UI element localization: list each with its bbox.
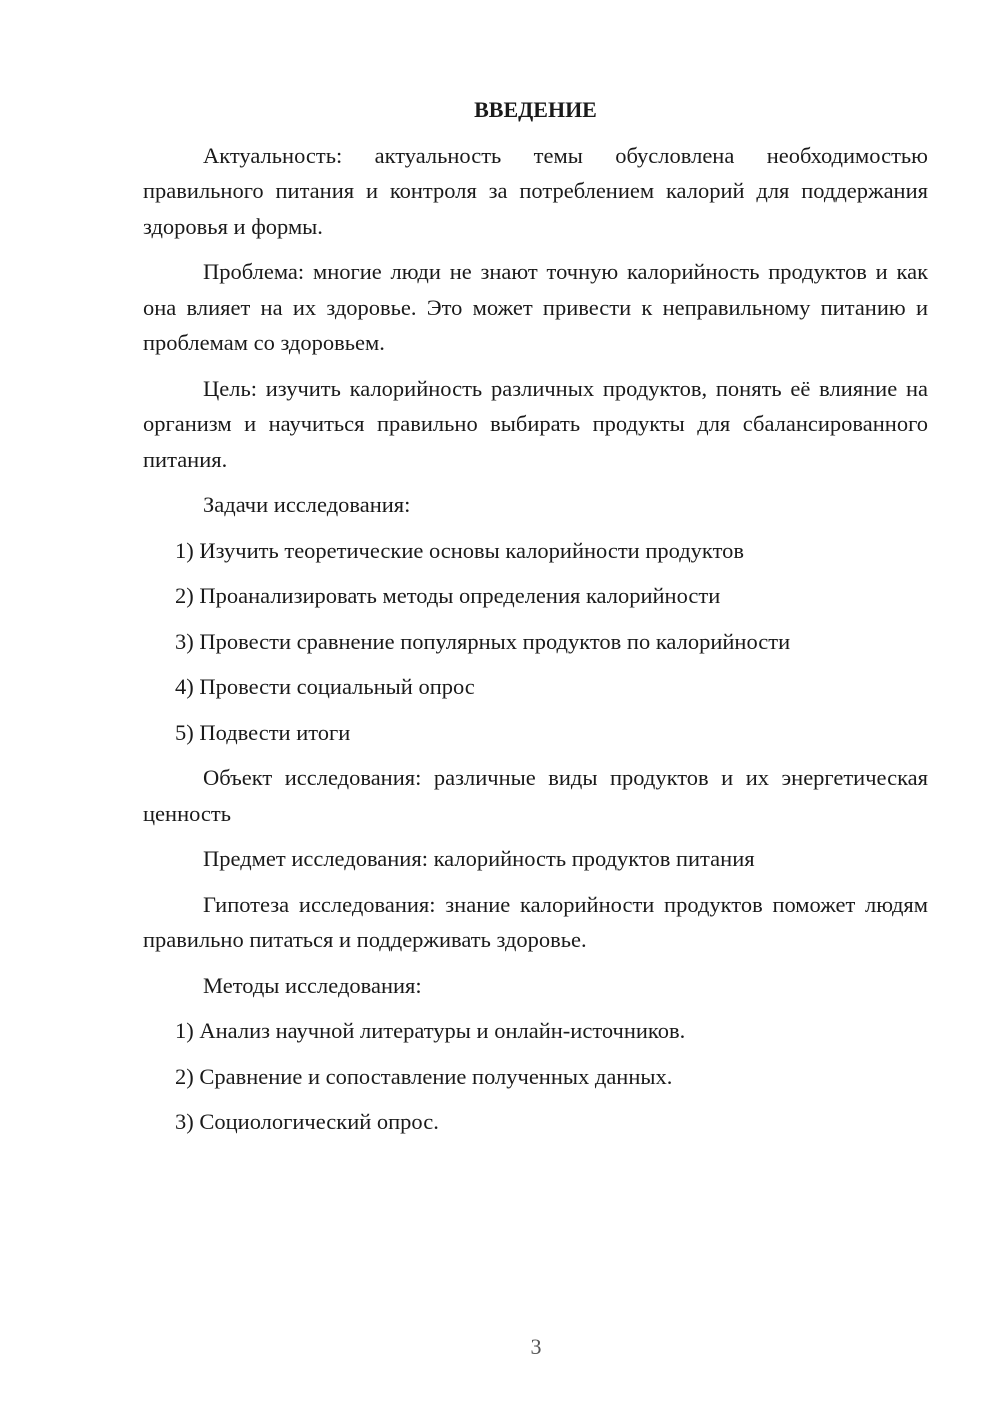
relevance-paragraph: Актуальность: актуальность темы обусловлена необходимостью правильного питания и контроля за потреблением калорий для поддержания здоровья и формы. [143,142,928,239]
hypothesis-paragraph: Гипотеза исследования: знание калорийности продуктов поможет людям правильно питаться и поддерживать здоровье. [143,891,928,952]
page-number: 3 [530,1334,542,1359]
page-title: ВВЕДЕНИЕ [474,97,597,122]
list-item: 1) Анализ научной литературы и онлайн-источников. [175,1018,686,1043]
list-item: 3) Социологический опрос. [175,1109,439,1134]
list-item: 3) Провести сравнение популярных продуктов по калорийности [175,628,791,654]
methods-list [143,1013,928,1140]
list-item: 2) Сравнение и сопоставление полученных данных. [175,1063,673,1089]
document-page [143,92,928,1150]
object-paragraph: Объект исследования: различные виды продуктов и их энергетическая ценность [143,765,928,826]
goal-paragraph: Цель: изучить калорийность различных продуктов, понять её влияние на организм и научиться правильно выбирать продукты для сбалансированного питания. [143,375,928,472]
list-item: 1) Изучить теоретические основы калорийности продуктов [175,537,744,563]
list-item: 4) Провести социальный опрос [175,674,475,699]
list-item: 5) Подвести итоги [175,719,351,745]
methods-heading: Методы исследования: [203,972,422,998]
list-item: 2) Проанализировать методы определения калорийности [175,583,721,608]
tasks-heading: Задачи исследования: [203,492,411,517]
subject-paragraph: Предмет исследования: калорийность продуктов питания [203,846,755,871]
problem-paragraph: Проблема: многие люди не знают точную калорийность продуктов и как она влияет на их здоровье. Это может привести к неправильному питанию и проблемам со здоровьем. [143,259,928,355]
tasks-list [143,533,928,751]
